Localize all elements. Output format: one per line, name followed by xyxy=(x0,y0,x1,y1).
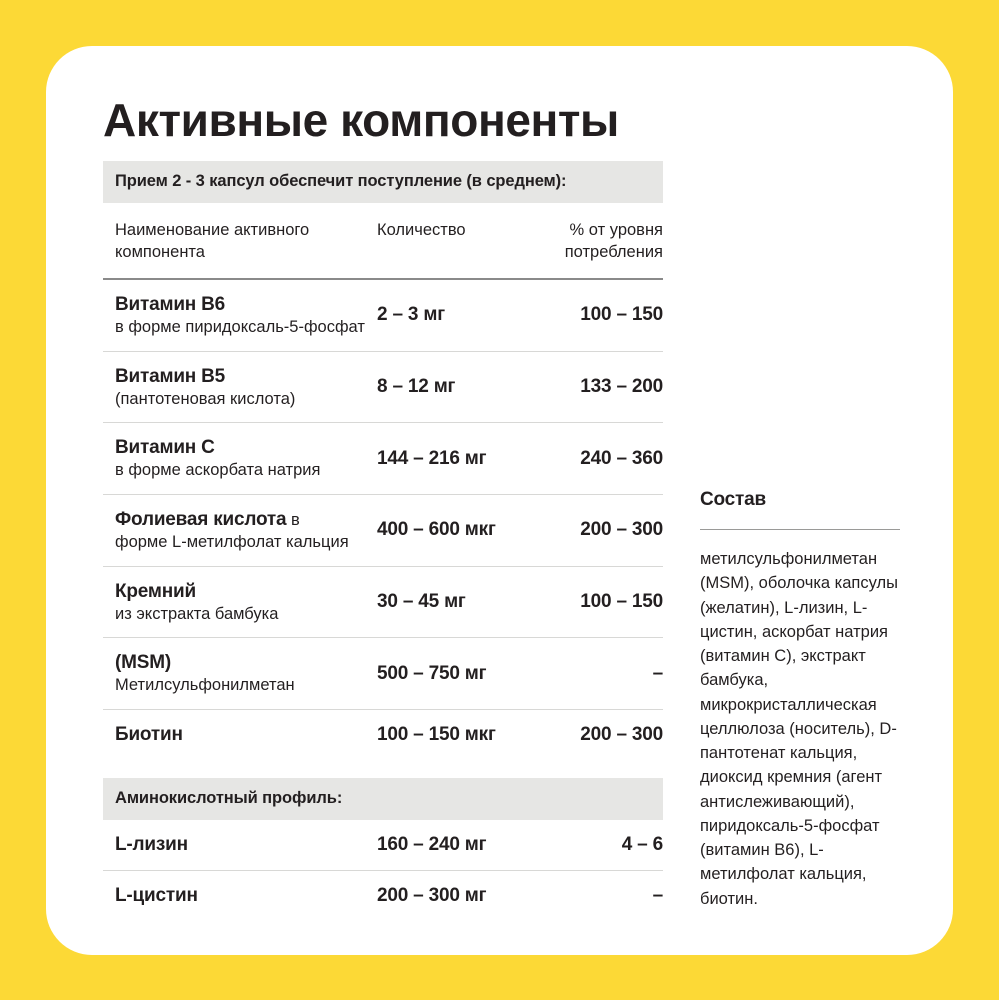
ingredient-name: Биотин xyxy=(115,724,183,746)
amino-acid-table xyxy=(103,820,663,921)
cell-ingredient-name xyxy=(103,871,377,921)
table-row xyxy=(103,423,663,495)
ingredient-subtext-cont: форме L-метилфолат кальция xyxy=(115,532,349,551)
cell-ingredient-name xyxy=(103,495,377,567)
cell-quantity: 30 – 45 мг xyxy=(377,566,535,638)
ingredient-name: L-лизин xyxy=(115,834,188,856)
cell-percent: 100 – 150 xyxy=(535,566,663,638)
ingredient-name: Витамин C xyxy=(115,437,215,459)
ingredient-subtext: в xyxy=(286,511,300,530)
active-ingredients-panel xyxy=(103,94,663,921)
cell-quantity: 160 – 240 мг xyxy=(377,834,487,856)
ingredient-subtext: из экстракта бамбука xyxy=(115,604,279,623)
cell-percent: – xyxy=(535,871,663,921)
cell-quantity: 100 – 150 мкг xyxy=(377,710,535,760)
table-row xyxy=(103,710,663,760)
table-row xyxy=(103,820,663,870)
composition-panel xyxy=(700,489,902,911)
column-header-name: Наименование активного компонента xyxy=(115,221,310,261)
cell-percent: 240 – 360 xyxy=(535,423,663,495)
cell-ingredient-name xyxy=(103,820,377,870)
ingredient-subtext: в форме пиридоксаль-5-фосфат xyxy=(115,317,365,336)
ingredient-subtext: в форме аскорбата натрия xyxy=(115,461,321,480)
column-header-quantity: Количество xyxy=(377,221,466,239)
ingredient-name: Кремний xyxy=(115,580,197,602)
cell-ingredient-name xyxy=(103,351,377,423)
info-card xyxy=(46,46,953,955)
amino-table-body xyxy=(103,820,663,921)
cell-percent: 133 – 200 xyxy=(535,351,663,423)
table-body xyxy=(103,280,663,760)
cell-quantity: 400 – 600 мкг xyxy=(377,495,535,567)
column-header-percent: % от уровня потребления xyxy=(564,221,663,261)
serving-note-bar: Прием 2 - 3 капсул обеспечит поступление (в среднем): xyxy=(103,161,663,203)
cell-quantity: 144 – 216 мг xyxy=(377,423,535,495)
ingredient-name: Витамин B6 xyxy=(115,293,226,315)
cell-quantity: 200 – 300 мг xyxy=(377,871,535,921)
table-row xyxy=(103,495,663,567)
cell-percent: 200 – 300 xyxy=(535,710,663,760)
header-divider-row xyxy=(103,264,663,280)
table-row xyxy=(103,351,663,423)
ingredient-name: Витамин B5 xyxy=(115,365,226,387)
page-title: Активные компоненты xyxy=(103,94,619,146)
cell-quantity: 500 – 750 мг xyxy=(377,638,535,710)
composition-title: Состав xyxy=(700,489,766,510)
cell-percent: 100 – 150 xyxy=(580,304,663,326)
table-row xyxy=(103,566,663,638)
cell-percent: 200 – 300 xyxy=(535,495,663,567)
cell-ingredient-name xyxy=(103,280,377,351)
composition-divider xyxy=(700,529,900,530)
table-row xyxy=(103,638,663,710)
table-row xyxy=(103,871,663,921)
ingredient-name: Фолиевая кислота xyxy=(115,509,287,531)
ingredient-name: (MSM) xyxy=(115,652,171,674)
cell-ingredient-name xyxy=(103,638,377,710)
cell-percent: 4 – 6 xyxy=(621,834,663,856)
table-header xyxy=(103,203,663,280)
active-ingredients-table xyxy=(103,203,663,760)
composition-text: метилсульфонилметан (MSM), оболочка капсулы (желатин), L-лизин, L-цистин, аскорбат натрия (витамин C), экстракт бамбука, микрокристаллическая целлюлоза (носитель), D-пантотенат кальция, диоксид кремния (агент антислеживающий), пиридоксаль-5-фосфат (витамин B6), L-метилфолат кальция, биотин. xyxy=(700,550,898,908)
cell-percent: – xyxy=(535,638,663,710)
cell-quantity: 2 – 3 мг xyxy=(377,304,445,326)
ingredient-subtext: Метилсульфонилметан xyxy=(115,676,295,695)
amino-profile-bar: Аминокислотный профиль: xyxy=(103,778,663,820)
cell-ingredient-name xyxy=(103,566,377,638)
table-row xyxy=(103,280,663,351)
ingredient-subtext: (пантотеновая кислота) xyxy=(115,389,296,408)
cell-ingredient-name xyxy=(103,710,377,760)
cell-quantity: 8 – 12 мг xyxy=(377,351,535,423)
cell-ingredient-name xyxy=(103,423,377,495)
ingredient-name: L-цистин xyxy=(115,885,198,907)
